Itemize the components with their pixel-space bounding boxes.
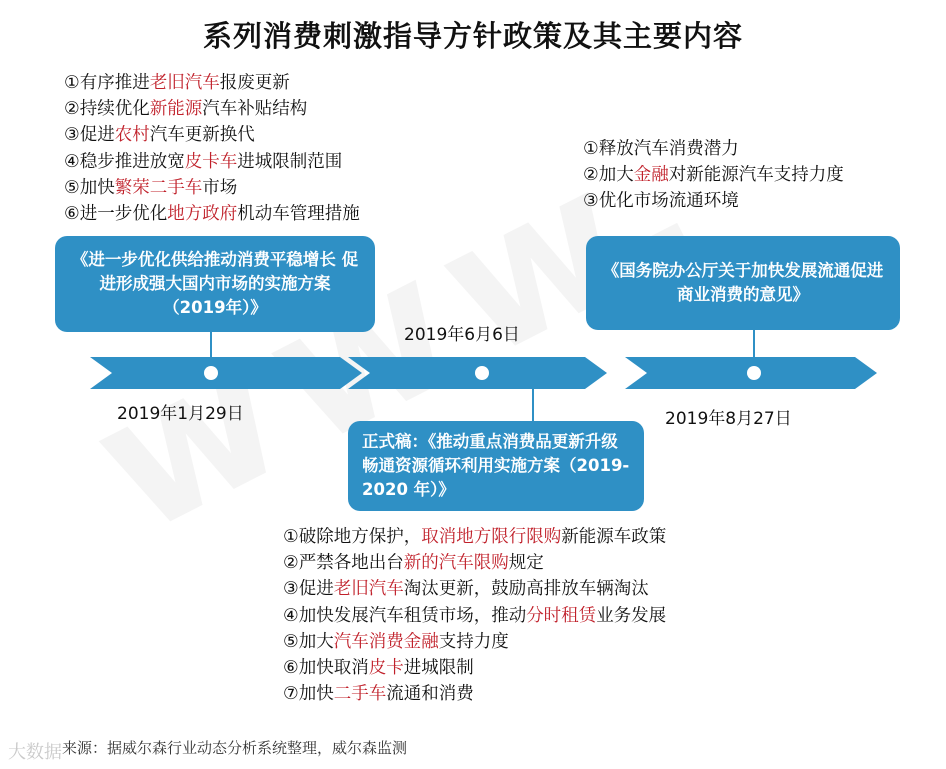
measure-item — [64, 122, 360, 148]
measure-text: ⑦加快 — [283, 684, 334, 705]
measure-text: ③促进 — [64, 125, 115, 146]
date-2: 2019年6月6日 — [404, 325, 520, 345]
measure-text: ①破除地方保护， — [283, 527, 422, 547]
measure-text: 流通和消费 — [386, 684, 474, 705]
measure-text: ②严禁各地出台 — [283, 553, 404, 574]
highlight-text: 繁荣二手车 — [114, 177, 203, 198]
highlight-text: 新的汽车限购 — [403, 553, 509, 574]
measure-text: ⑥进一步优化 — [64, 203, 168, 224]
policy-1-measures — [64, 70, 360, 227]
connector-1 — [210, 330, 212, 372]
measure-text: ②持续优化 — [64, 99, 150, 120]
connector-2 — [532, 370, 534, 423]
measure-text: 对新能源汽车支持力度 — [668, 165, 844, 186]
measure-text: ④稳步推进放宽 — [64, 151, 185, 172]
measure-item — [283, 681, 666, 707]
page-title: 系列消费刺激指导方针政策及其主要内容 — [202, 19, 743, 53]
corner-watermark: 大数据 — [8, 742, 62, 763]
highlight-text: 皮卡 — [368, 657, 404, 678]
policy-1-title-box — [55, 236, 375, 332]
measure-item — [283, 550, 666, 576]
highlight-text: 地方政府 — [167, 203, 238, 224]
measure-text: 汽车补贴结构 — [202, 99, 308, 120]
policy-1-title: 《进一步优化供给推动消费平稳增长 促进形成强大国内市场的实施方案（2019年）》 — [71, 250, 359, 317]
measure-item — [283, 576, 666, 602]
measure-text: 业务发展 — [596, 605, 667, 626]
measure-item — [64, 70, 360, 96]
date-3: 2019年8月27日 — [665, 409, 792, 429]
measure-text: ⑤加大 — [283, 631, 334, 652]
source-note: 来源：据威尔森行业动态分析系统整理，威尔森监测 — [62, 739, 408, 757]
measure-item — [283, 629, 666, 655]
measure-text: 报废更新 — [219, 73, 290, 93]
measure-text: ②加大 — [583, 165, 634, 186]
measure-text: 进城限制 — [403, 657, 474, 678]
measure-item — [583, 136, 844, 162]
policy-3-title-box — [586, 236, 900, 330]
measure-text: ⑥加快取消 — [283, 657, 369, 678]
highlight-text: 农村 — [114, 125, 150, 146]
highlight-text: 老旧汽车 — [149, 73, 220, 93]
measure-item — [583, 162, 844, 188]
policy-2-title-box — [348, 421, 644, 511]
measure-item — [583, 188, 844, 214]
measure-item — [283, 524, 666, 550]
policy-3-measures — [583, 136, 844, 215]
measure-item — [64, 96, 360, 122]
highlight-text: 金融 — [633, 165, 669, 186]
measure-text: ①有序推进 — [64, 73, 150, 93]
measure-text: 支持力度 — [438, 631, 509, 652]
measure-item — [283, 603, 666, 629]
highlight-text: 取消地方限行限购 — [421, 527, 562, 547]
measure-text: 新能源车政策 — [561, 527, 667, 547]
timeline-arrow-3 — [625, 357, 877, 389]
timeline-node-2 — [475, 366, 489, 380]
connector-3 — [753, 328, 755, 372]
highlight-text: 分时租赁 — [526, 605, 597, 626]
measure-text: 规定 — [508, 553, 544, 574]
date-1: 2019年1月29日 — [117, 404, 244, 424]
highlight-text: 汽车消费金融 — [333, 631, 439, 652]
measure-text: 市场 — [202, 177, 238, 198]
measure-text: 进城限制范围 — [237, 151, 343, 172]
measure-item — [64, 149, 360, 175]
measure-text: 汽车更新换代 — [149, 125, 255, 146]
policy-2-measures — [283, 524, 666, 707]
highlight-text: 皮卡车 — [184, 151, 238, 172]
measure-text: ①释放汽车消费潜力 — [583, 139, 739, 159]
measure-text: ③优化市场流通环境 — [583, 191, 739, 212]
policy-2-title: 正式稿：《推动重点消费品更新升级 畅通资源循环利用实施方案（2019-2020 年）》 — [362, 432, 630, 499]
measure-item — [64, 201, 360, 227]
policy-3-title: 《国务院办公厅关于加快发展流通促进商业消费的意见》 — [602, 261, 884, 304]
measure-item — [64, 175, 360, 201]
measure-text: 淘汰更新，鼓励高排放车辆淘汰 — [403, 579, 649, 600]
measure-text: ⑤加快 — [64, 177, 115, 198]
measure-text: ③促进 — [283, 579, 334, 600]
measure-item — [283, 655, 666, 681]
highlight-text: 新能源 — [149, 99, 203, 120]
timeline-arrow-1 — [90, 357, 362, 389]
measure-text: 机动车管理措施 — [237, 203, 360, 224]
measure-text: ④加快发展汽车租赁市场，推动 — [283, 605, 527, 626]
timeline-arrow-2 — [348, 357, 607, 389]
highlight-text: 老旧汽车 — [333, 579, 404, 600]
highlight-text: 二手车 — [333, 684, 387, 705]
